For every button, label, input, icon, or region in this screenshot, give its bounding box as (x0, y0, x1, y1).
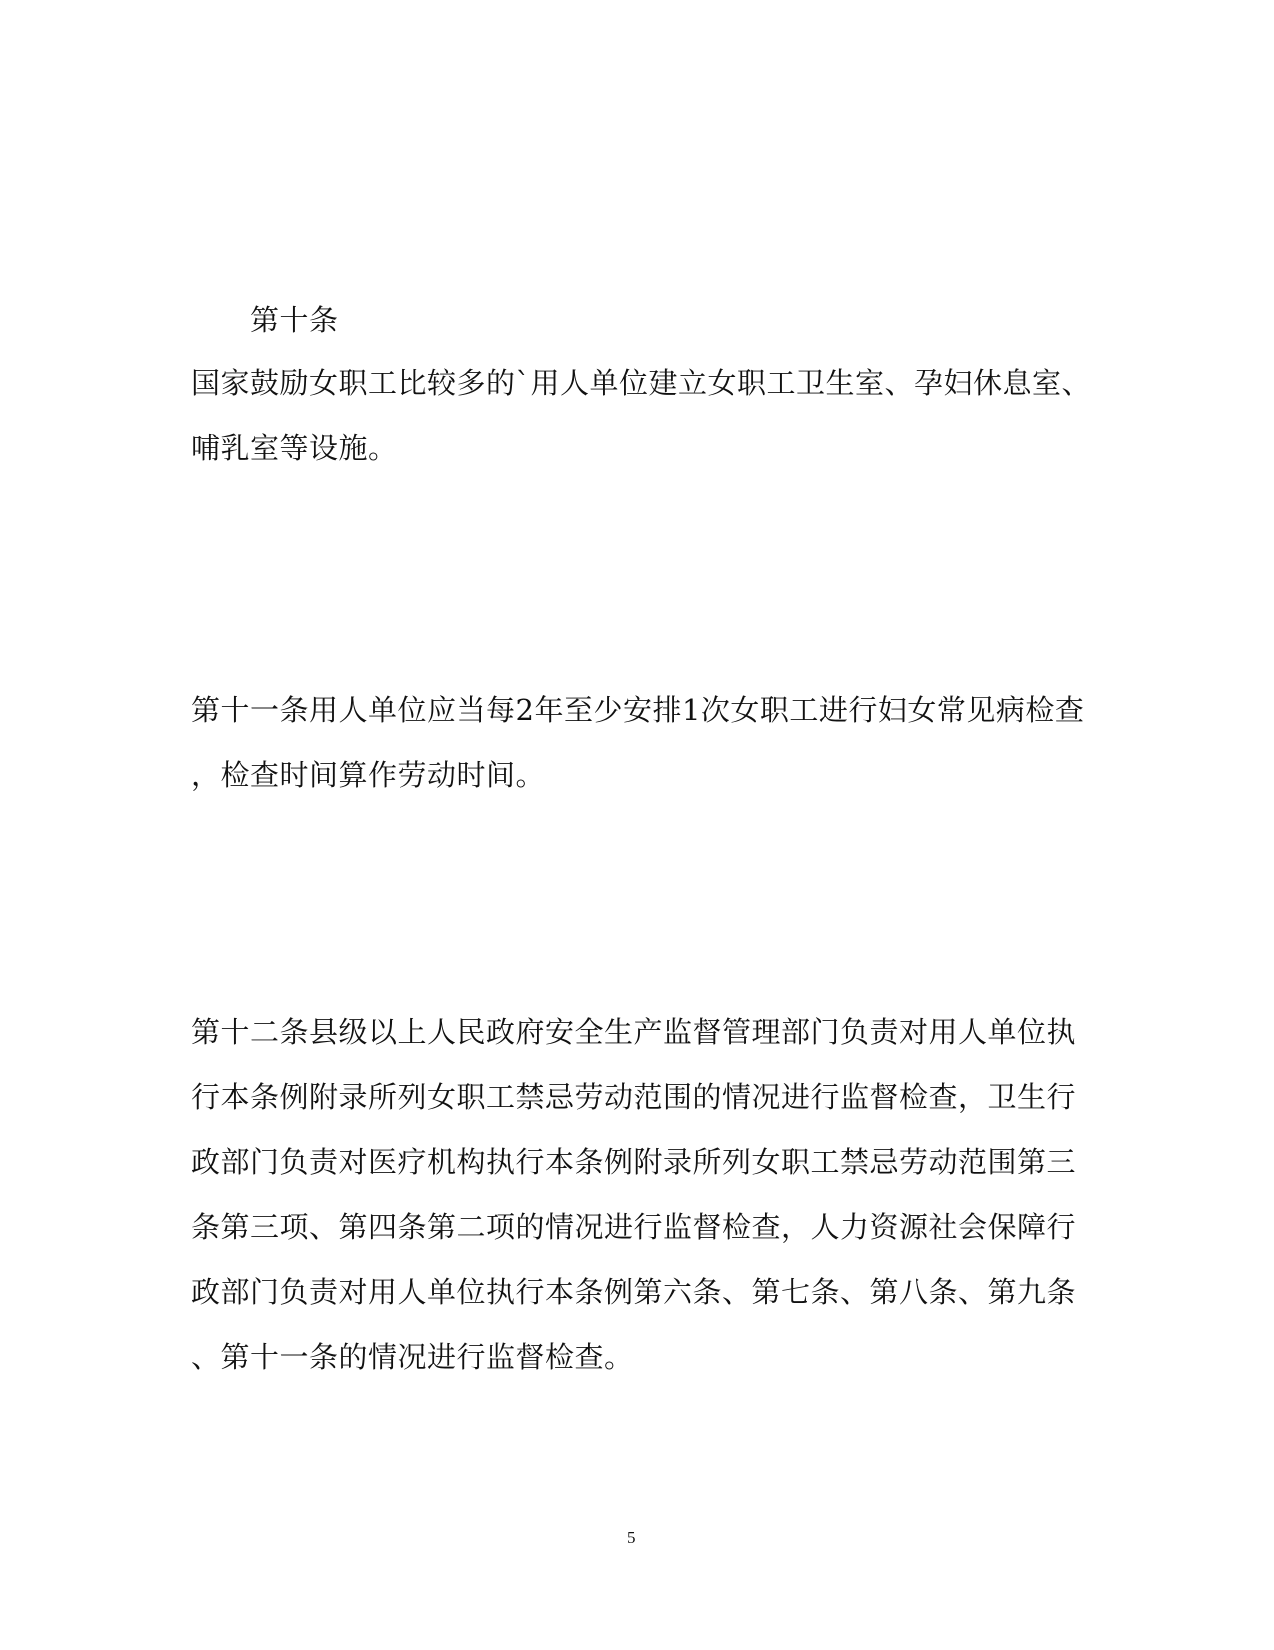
page-number: 5 (627, 1528, 636, 1547)
article-10-line-2: 哺乳室等设施。 (191, 431, 398, 465)
article-12-line-6: 、第十一条的情况进行监督检查。 (191, 1340, 634, 1374)
article-12-line-1: 第十二条县级以上人民政府安全生产监督管理部门负责对用人单位执 (191, 1015, 1077, 1049)
article-11-line-1: 第十一条用人单位应当每2年至少安排1次女职工进行妇女常见病检查 (191, 693, 1085, 727)
article-12-line-4: 条第三项、第四条第二项的情况进行监督检查，人力资源社会保障行 (191, 1210, 1077, 1244)
article-12-line-3: 政部门负责对医疗机构执行本条例附录所列女职工禁忌劳动范围第三 (191, 1145, 1077, 1179)
article-12-line-2: 行本条例附录所列女职工禁忌劳动范围的情况进行监督检查，卫生行 (191, 1080, 1077, 1114)
article-10-line-1: 国家鼓励女职工比较多的`用人单位建立女职工卫生室、孕妇休息室、 (191, 366, 1092, 400)
article-12-line-5: 政部门负责对用人单位执行本条例第六条、第七条、第八条、第九条 (191, 1275, 1077, 1309)
article-10-heading: 第十条 (250, 303, 339, 337)
article-11-line-2: ，检查时间算作劳动时间。 (191, 758, 546, 792)
